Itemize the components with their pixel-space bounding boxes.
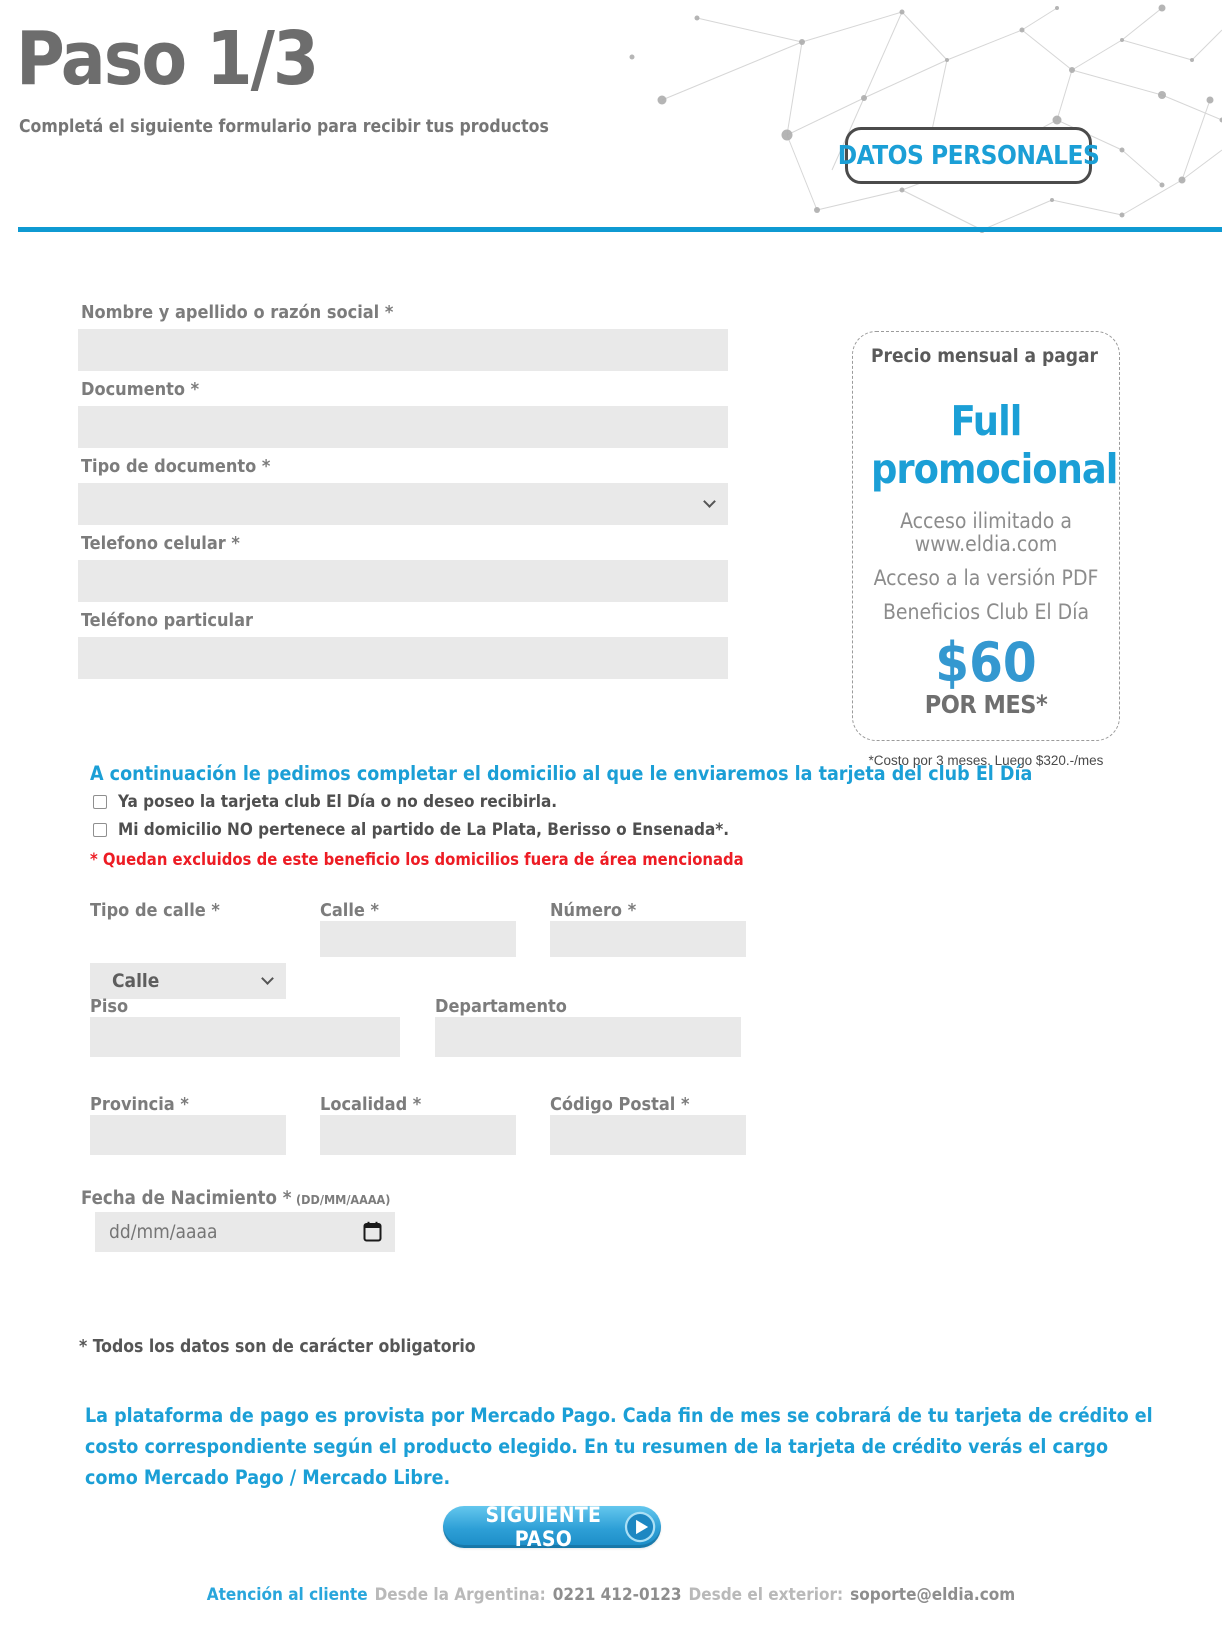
fecha-nacimiento-label-row [81,1188,390,1209]
network-decoration [602,0,1222,236]
required-note: * Todos los datos son de carácter obligatorio [79,1337,476,1357]
checkbox-row-domicilio [93,820,729,840]
blue-divider [18,227,1222,232]
documento-input[interactable] [78,406,728,448]
calle-label: Calle * [320,900,379,921]
plan-price: $60 [935,631,1037,695]
plan-price-period: POR MES* [924,690,1048,720]
plan-benefits [871,510,1101,624]
benefit-web-line2: www.eldia.com [914,531,1058,556]
telefono-particular-label: Teléfono particular [81,610,254,631]
fecha-nacimiento-input[interactable] [95,1221,345,1243]
address-intro: A continuación le pedimos completar el domicilio al que le enviaremos la tarjeta del club El Día [90,762,1033,785]
localidad-input[interactable] [320,1115,516,1155]
calle-input[interactable] [320,921,516,957]
siguiente-paso-button[interactable] [443,1503,661,1551]
telefono-celular-input[interactable] [78,560,728,602]
documento-label: Documento * [81,379,200,400]
footer-phone: 0221 412-0123 [552,1585,682,1605]
tipo-documento-select[interactable] [78,483,728,525]
play-circle-icon [624,1509,656,1545]
benefit-pdf: Acceso a la versión PDF [873,565,1099,590]
plan-name [871,397,1118,494]
siguiente-paso-label: SIGUIENTE PASO [485,1503,602,1551]
nombre-input[interactable] [78,329,728,371]
provincia-input[interactable] [90,1115,286,1155]
plan-name-line1: Full [950,397,1022,445]
tarjeta-checkbox-label: Ya poseo la tarjeta club El Día o no deseo recibirla. [118,792,558,812]
footer-email: soporte@eldia.com [850,1585,1016,1605]
piso-label: Piso [90,996,129,1017]
price-panel [852,331,1120,741]
section-badge-label: DATOS PERSONALES [837,140,1100,171]
payment-note: La plataforma de pago es provista por Mercado Pago. Cada fin de mes se cobrará de tu tarjeta de crédito el costo correspondiente según el producto elegido. En tu resumen de la tarjeta de crédito verás el cargo como Mercado Pago / Mercado Libre. [85,1404,1153,1489]
codigo-postal-input[interactable] [550,1115,746,1155]
numero-label: Número * [550,900,637,921]
footer [0,1585,1222,1605]
domicilio-checkbox[interactable] [93,823,107,837]
price-footnote: *Costo por 3 meses. Luego $320.-/mes [868,753,1104,768]
tipo-calle-select[interactable] [90,963,286,999]
page-title: Paso 1/3 [16,16,318,102]
page-subtitle: Completá el siguiente formulario para recibir tus productos [19,117,549,137]
footer-argentina-label: Desde la Argentina: [374,1585,546,1605]
domicilio-checkbox-label: Mi domicilio NO pertenece al partido de La Plata, Berisso o Ensenada*. [118,820,730,840]
calendar-icon[interactable] [363,1221,382,1242]
section-badge [837,127,1100,184]
nombre-label: Nombre y apellido o razón social * [81,302,394,323]
tipo-documento-label: Tipo de documento * [81,456,271,477]
footer-support-label: Atención al cliente [206,1585,368,1605]
chevron-down-icon [261,972,274,985]
footer-exterior-label: Desde el exterior: [688,1585,844,1605]
departamento-input[interactable] [435,1017,741,1057]
tipo-calle-select-value: Calle [112,970,160,992]
tipo-calle-label: Tipo de calle * [90,900,220,921]
tarjeta-checkbox[interactable] [93,795,107,809]
plan-name-line2: promocional [871,445,1118,494]
fecha-nacimiento-format-hint: (DD/MM/AAAA) [296,1192,391,1207]
fecha-nacimiento-field [95,1212,395,1252]
departamento-label: Departamento [435,996,567,1017]
fecha-nacimiento-label: Fecha de Nacimiento * [81,1188,292,1209]
localidad-label: Localidad * [320,1094,422,1115]
benefit-club: Beneficios Club El Día [882,600,1090,625]
piso-input[interactable] [90,1017,400,1057]
telefono-celular-label: Telefono celular * [81,533,240,554]
codigo-postal-label: Código Postal * [550,1094,690,1115]
exclusion-warning: * Quedan excluidos de este beneficio los domicilios fuera de área mencionada [90,850,744,869]
telefono-particular-input[interactable] [78,637,728,679]
provincia-label: Provincia * [90,1094,189,1115]
chevron-down-icon [703,495,716,508]
price-panel-title: Precio mensual a pagar [871,345,1098,367]
numero-input[interactable] [550,921,746,957]
checkbox-row-tarjeta [93,792,557,812]
benefit-web-line1: Acceso ilimitado a [900,508,1072,533]
